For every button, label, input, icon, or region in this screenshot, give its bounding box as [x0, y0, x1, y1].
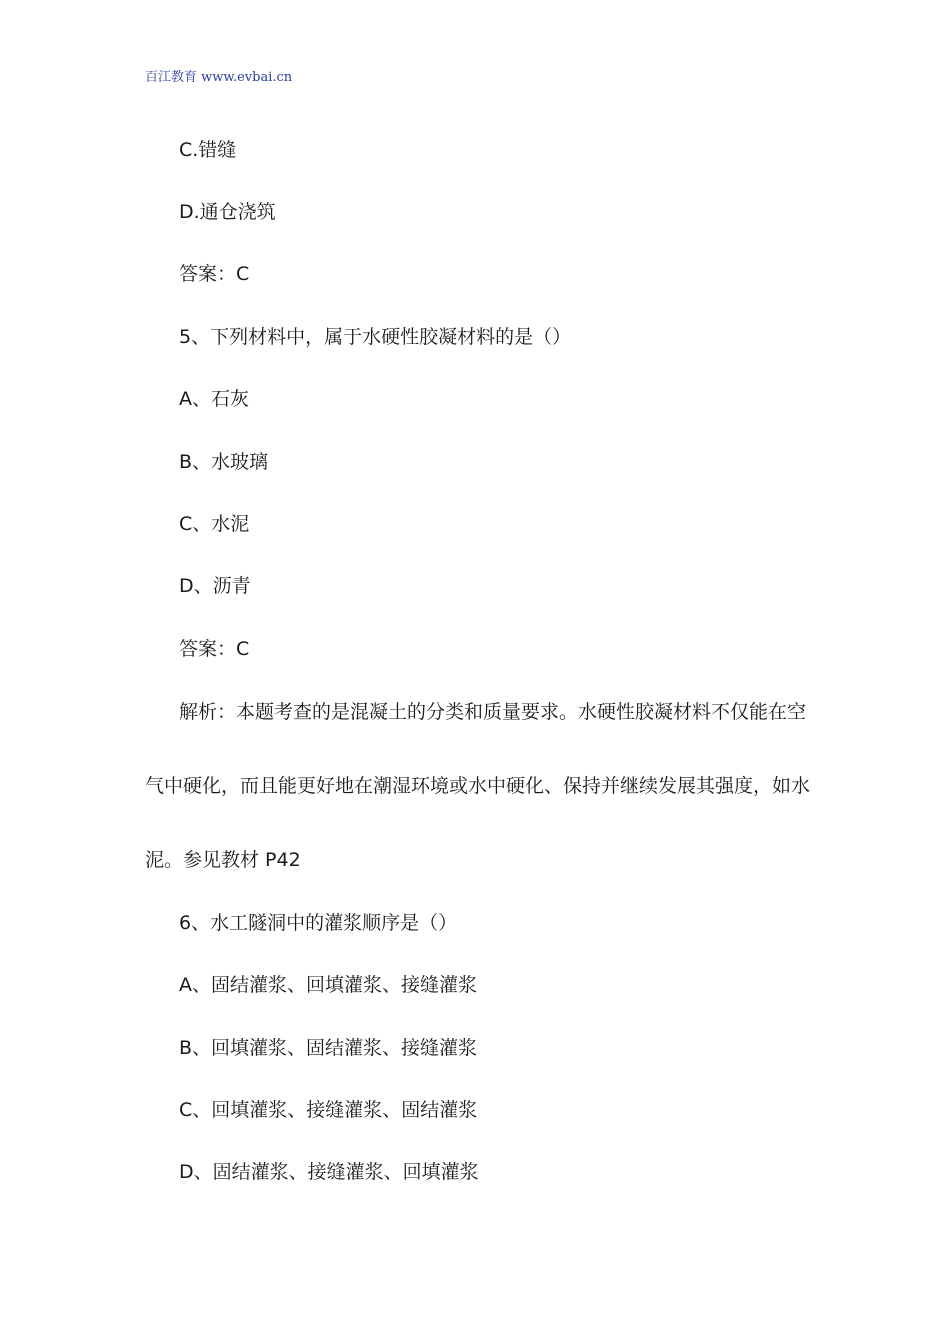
q6-option-d: D、固结灌浆、接缝灌浆、回填灌浆 [179, 1161, 479, 1183]
q5-answer: 答案：C [179, 638, 250, 660]
q5-option-a: A、石灰 [179, 388, 249, 410]
question-6: 6、水工隧洞中的灌浆顺序是（） [179, 912, 458, 934]
q6-option-b: B、回填灌浆、固结灌浆、接缝灌浆 [179, 1037, 478, 1059]
q5-explanation-line-2: 气中硬化，而且能更好地在潮湿环境或水中硬化、保持并继续发展其强度，如水 [145, 775, 811, 797]
q5-option-b: B、水玻璃 [179, 451, 269, 473]
site-header: 百江教育 www.evbai.cn [145, 70, 293, 85]
question-5: 5、下列材料中，属于水硬性胶凝材料的是（） [179, 326, 572, 348]
q5-explanation-line-1: 解析：本题考查的是混凝土的分类和质量要求。水硬性胶凝材料不仅能在空 [179, 701, 807, 723]
q5-option-c: C、水泥 [179, 513, 250, 535]
option-c-line: C.错缝 [179, 139, 237, 161]
q6-option-a: A、固结灌浆、回填灌浆、接缝灌浆 [179, 974, 477, 996]
answer-line: 答案：C [179, 263, 250, 285]
q6-option-c: C、回填灌浆、接缝灌浆、固结灌浆 [179, 1099, 478, 1121]
q5-option-d: D、沥青 [179, 575, 251, 597]
option-d-line: D.通仓浇筑 [179, 201, 276, 223]
q5-explanation-line-3: 泥。参见教材 P42 [145, 849, 301, 871]
